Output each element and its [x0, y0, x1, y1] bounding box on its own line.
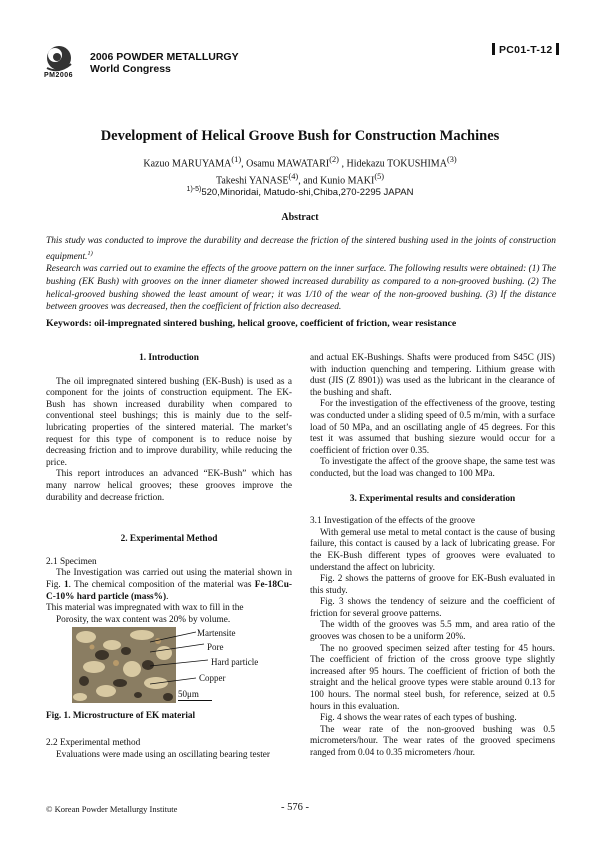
keywords: Keywords: oil-impregnated sintered bushing, helical groove, coefficient of friction, wear resistance [46, 318, 457, 329]
abstract-p1-sup: 1) [87, 249, 93, 257]
specimen-subheading: 2.1 Specimen [46, 556, 97, 567]
abstract-p1 [46, 235, 556, 263]
affiliation-sup: 1)-5) [186, 186, 202, 193]
author-3-sup: (3) [446, 155, 457, 164]
author-2-sup: (2) [329, 155, 339, 164]
author-3: , Hidekazu TOKUSHIMA [338, 158, 447, 170]
specimen-fig-ref: 1 [63, 579, 69, 590]
abstract-body [46, 235, 556, 314]
left-column-bottom [46, 738, 292, 761]
authors [0, 153, 600, 188]
results-subheading: 3.1 Investigation of the effects of the groove [310, 516, 476, 527]
right-p3: With gemeral use metal to metal contact is the cause of busing failure, this contact is caused by a lack of lubricating grease. For the EK-Bush different types of grooves were evaluated to understand the affect on lubricity. [310, 527, 555, 573]
method-p1: Evaluations were made using an oscillating bearing tester [56, 749, 271, 760]
author-5: , and Kunio MAKI [298, 175, 375, 187]
author-5-sup: (5) [374, 172, 385, 182]
pm2006-logo-icon [44, 44, 74, 72]
right-column [310, 353, 555, 760]
author-2: , Osamu MAWATARI [241, 158, 330, 170]
authors-line-1 [0, 153, 600, 170]
abstract-p2: Research was carried out to examine the effects of the groove pattern on the inner surface. The following results were obtained: (1) The bushing (EK Bush) with grooves on the inner diameter showed increased durability as compared to a non-grooved bushing. (2) The helical-grooved bushing showed the least amount of wear; it was 1/10 of the wear of the non-grooved bushing. (3) If the distance between grooves was decreased, then the coefficient of friction also decreased. [46, 264, 556, 313]
abstract-p1-text: This study was conducted to improve the durability and decrease the friction of the sintered bushing used in the joints of construction equipment. [46, 236, 556, 262]
right-p2: To investigate the affect of the groove shape, the same test was conducted, but the load was changed to 100 MPa. [310, 457, 555, 479]
right-p4: Fig. 2 shows the patterns of groove for EK-Bush evaluated in this study. [310, 574, 555, 596]
intro-p1: The oil impregnated sintered bushing (EK-Bush) is used as a component for the joints of construction equipment. The EK-Bush has shown increased durability when compared to conventional steel bushings; this is mainly due to the self-lubricating properties of the sintered material. The market’s request for this type of component is to reduce noise by decreasing friction and to improve durability, while reducing the price. [46, 376, 292, 468]
footer-page-number: - 576 - [281, 802, 309, 813]
author-4-sup: (4) [288, 172, 299, 182]
specimen-p2: This material was impregnated with wax to fill in the [46, 603, 244, 614]
right-p0: and actual EK-Bushings. Shafts were produced from S45C (JIS) with induction quenching and tempering. Lithium grease with dust (JIS (Z 8901)) was used as the lubricant in the clearance of the bushing and shaft. [310, 353, 555, 398]
right-p6: The width of the grooves was 5.5 mm, and area ratio of the grooves was chosen to be a uniform 20%. [310, 620, 555, 643]
results-heading: 3. Experimental results and consideration [349, 493, 516, 504]
right-p1: For the investigation of the effectiveness of the groove, testing was conducted under a sliding speed of 0.5 m/min, with a surface load of 50 MPa, and an oscillating angle of 45 degrees. For this test it was assumed that bushing siezure would occur for a coefficient of friction over 0.35. [310, 399, 555, 456]
specimen-composition: Fe-18Cu-C-10% hard particle (mass%) [46, 579, 292, 602]
right-p7: The no grooved specimen seized after testing for 45 hours. The coefficient of friction of the cross groove type slightly increased after 95 hours. The coefficient of friction of both the straight and the helical groove types were stable around 0.13 for 100 hours. The normal steel bush, for reference, seized at 0.5 hours in this evaluation. [310, 643, 555, 712]
author-4: Takeshi YANASE [215, 175, 289, 187]
paper-code-text: PC01-T-12 [499, 44, 553, 56]
method-subheading: 2.2 Experimental method [46, 738, 141, 748]
specimen-p1 [46, 568, 292, 603]
footer-copyright: © Korean Powder Metallurgy Institute [46, 804, 178, 814]
intro-heading: 1. Introduction [139, 353, 199, 363]
paper-title: Development of Helical Groove Bush for Construction Machines [100, 128, 500, 144]
paper-code [488, 43, 563, 56]
conference-line-2: World Congress [90, 63, 171, 75]
left-column-top [46, 353, 292, 626]
experimental-heading: 2. Experimental Method [120, 534, 218, 545]
abstract-heading: Abstract [281, 212, 319, 223]
right-p8: Fig. 4 shows the wear rates of each types of bushing. [320, 713, 517, 724]
bar-right [556, 43, 559, 55]
specimen-p1-a: The Investigation was carried out using the material shown in Fig. [46, 568, 292, 590]
logo-text: PM2006 [44, 72, 74, 79]
author-1-sup: (1) [231, 155, 242, 164]
label-martensite: Martensite [197, 628, 236, 638]
affiliation-text: 520,Minoridai, Matudo-shi,Chiba,270-2295 JAPAN [201, 187, 414, 199]
scale-bar [178, 689, 216, 701]
right-p5: Fig. 3 shows the tendency of seizure and the coefficient of friction for several groove patterns. [310, 597, 555, 619]
scale-label: 50μm [178, 689, 199, 699]
intro-p2: This report introduces an advanced “EK-Bush” which has many narrow helical grooves; these grooves improve the durability and decrease friction. [46, 469, 292, 503]
bar-left [492, 43, 495, 55]
specimen-p1-b: . The chemical composition of the material was [68, 579, 255, 590]
specimen-p1-c: . [166, 591, 169, 602]
label-pore: Pore [207, 642, 224, 652]
figure-1-caption: Fig. 1. Microstructure of EK material [46, 711, 196, 721]
author-1: Kazuo MARUYAMA [143, 158, 232, 170]
conference-line-1: 2006 POWDER METALLURGY [90, 51, 239, 63]
right-p9: The wear rate of the non-grooved bushing was 0.5 micrometers/hour. The wear rates of the grooved specimens ranged from 0.04 to 0.35 micrometers /hour. [310, 724, 555, 758]
label-copper: Copper [199, 673, 226, 683]
affiliation [0, 186, 600, 198]
conference-name [90, 51, 239, 75]
label-hard-particle: Hard particle [211, 657, 259, 667]
specimen-p3: Porosity, the wax content was 20% by volume. [56, 614, 231, 625]
